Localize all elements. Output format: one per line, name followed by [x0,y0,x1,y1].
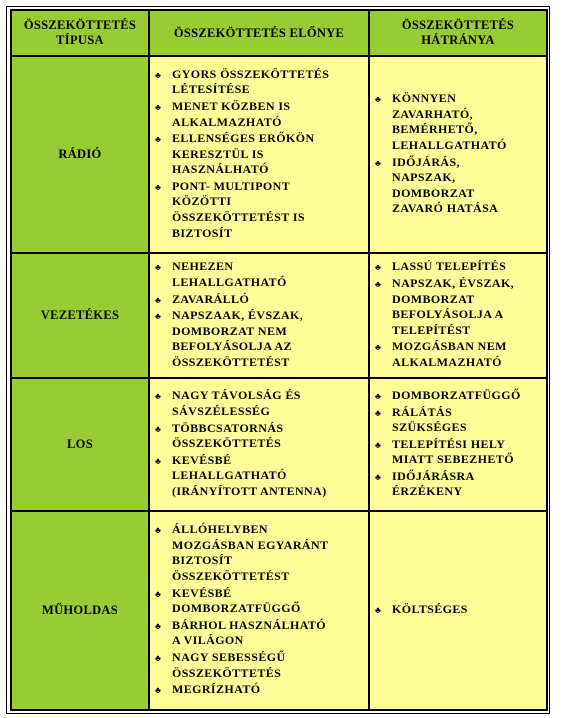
list-item [372,437,542,468]
club-bullet-icon: ♣ [155,525,162,536]
list-item-text: TÖBBCSATORNÁS ÖSSZEKÖTTETÉS [172,420,284,451]
list-item [152,586,364,617]
club-bullet-icon: ♣ [375,94,382,105]
table-row [11,56,547,253]
club-bullet-icon: ♣ [155,588,162,599]
disadvantages-list [372,259,542,370]
disadvantages-cell [369,511,547,710]
list-item-text: NAGY TÁVOLSÁG ÉS SÁVSZÉLESSÉG [172,388,301,419]
header-advantage: ÖSSZEKÖTTETÉS ELŐNYE [149,10,369,56]
connection-comparison-table [10,9,548,711]
header-row [11,10,547,56]
list-item-text: MEGRÍZHATÓ [172,682,261,697]
club-bullet-icon: ♣ [375,605,382,616]
club-bullet-icon: ♣ [155,181,162,192]
list-item-text: GYORS ÖSSZEKÖTTETÉS LÉTESÍTÉSE [172,66,330,97]
connection-type-cell: RÁDIÓ [11,56,149,253]
list-item [372,602,542,618]
club-bullet-icon: ♣ [375,390,382,401]
list-item-text: IDŐJÁRÁS, NAPSZAK, DOMBORZAT ZAVARÓ HATÁSA [392,154,499,216]
club-bullet-icon: ♣ [155,685,162,696]
advantages-cell [149,378,369,511]
club-bullet-icon: ♣ [375,439,382,450]
list-item-text: DOMBORZATFÜGGŐ [392,387,521,402]
list-item-text: MENET KÖZBEN IS ALKALMAZHATÓ [172,98,291,129]
club-bullet-icon: ♣ [375,407,382,418]
list-item [372,339,542,370]
club-bullet-icon: ♣ [375,471,382,482]
list-item-text: KÖNNYEN ZAVARHATÓ, BEMÉRHETŐ, LEHALLGATHATÓ [392,91,507,152]
advantages-list [152,259,364,370]
list-item [152,650,364,681]
list-item [372,388,542,404]
table-row [11,253,547,378]
list-item-text: NEHEZEN LEHALLGATHATÓ [172,259,287,290]
list-item-text: IDŐJÁRÁSRA ÉRZÉKENY [392,468,475,499]
list-item-text: TELEPÍTÉSI HELY MIATT SEBEZHETŐ [392,436,514,467]
list-item [372,469,542,500]
table-row [11,378,547,511]
list-item [152,388,364,419]
list-item-text: BÁRHOL HASZNÁLHATÓ A VILÁGON [172,617,327,648]
list-item-text: RÁLÁTÁS SZÜKSÉGES [392,404,467,435]
disadvantages-list [372,388,542,500]
header-type: ÖSSZEKÖTTETÉS TÍPUSA [11,10,149,56]
list-item [152,131,364,178]
club-bullet-icon: ♣ [155,262,162,273]
club-bullet-icon: ♣ [375,157,382,168]
list-item-text: MOZGÁSBAN NEM ALKALMAZHATÓ [392,339,507,369]
table-row [11,511,547,710]
disadvantages-cell [369,378,547,511]
list-item-text: NAGY SEBESSÉGŰ ÖSSZEKÖTTETÉS [172,649,286,680]
advantages-list [152,67,364,242]
advantages-list [152,388,364,499]
list-item [152,179,364,241]
list-item [152,99,364,130]
advantages-cell [149,511,369,710]
connection-type-cell: VEZETÉKES [11,253,149,378]
list-item-text: NAPSZAK, ÉVSZAK, DOMBORZAT BEFOLYÁSOLJA A TELEPÍTÉST [392,276,515,337]
list-item [152,682,364,698]
list-item [372,155,542,217]
list-item [152,292,364,308]
list-item-text: KEVÉSBÉ DOMBORZATFÜGGŐ [172,585,301,616]
club-bullet-icon: ♣ [155,391,162,402]
advantages-cell [149,56,369,253]
club-bullet-icon: ♣ [155,620,162,631]
club-bullet-icon: ♣ [155,652,162,663]
list-item [372,276,542,338]
disadvantages-cell [369,56,547,253]
advantages-cell [149,253,369,378]
club-bullet-icon: ♣ [155,311,162,322]
connection-type-cell: LOS [11,378,149,511]
list-item-text: KEVÉSBÉ LEHALLGATHATÓ (IRÁNYÍTOTT ANTENNA) [172,452,327,498]
list-item-text: LASSÚ TELEPÍTÉS [392,259,507,274]
club-bullet-icon: ♣ [155,455,162,466]
list-item [152,308,364,370]
club-bullet-icon: ♣ [375,279,382,290]
list-item [152,421,364,452]
club-bullet-icon: ♣ [155,101,162,112]
club-bullet-icon: ♣ [155,423,162,434]
club-bullet-icon: ♣ [155,294,162,305]
disadvantages-list [372,602,542,618]
list-item [152,453,364,500]
list-item [372,91,542,153]
list-item [152,522,364,584]
disadvantages-cell [369,253,547,378]
club-bullet-icon: ♣ [155,134,162,145]
list-item [152,67,364,98]
advantages-list [152,522,364,698]
disadvantages-list [372,91,542,217]
list-item [152,618,364,649]
club-bullet-icon: ♣ [155,69,162,80]
connection-type-cell: MŰHOLDAS [11,511,149,710]
club-bullet-icon: ♣ [375,342,382,353]
list-item [372,405,542,436]
list-item [152,259,364,290]
list-item-text: KÖLTSÉGES [392,602,468,617]
list-item-text: ZAVARÁLLÓ [172,291,250,306]
list-item-text: NAPSZAAK, ÉVSZAK, DOMBORZAT NEM BEFOLYÁSOLJA AZ ÖSSZEKÖTTETÉST [172,308,304,369]
club-bullet-icon: ♣ [375,262,382,273]
list-item-text: ELLENSÉGES ERŐKÖN KERESZTÜL IS HASZNÁLHATÓ [172,131,315,177]
list-item-text: PONT- MULTIPONT KÖZÖTTI ÖSSZEKÖTTETÉST IS BIZTOSÍT [172,178,305,240]
list-item [372,259,542,275]
list-item-text: ÁLLÓHELYBEN MOZGÁSBAN EGYARÁNT BIZTOSÍT ÖSSZEKÖTTETÉST [172,522,329,584]
header-disadvantage: ÖSSZEKÖTTETÉS HÁTRÁNYA [369,10,547,56]
